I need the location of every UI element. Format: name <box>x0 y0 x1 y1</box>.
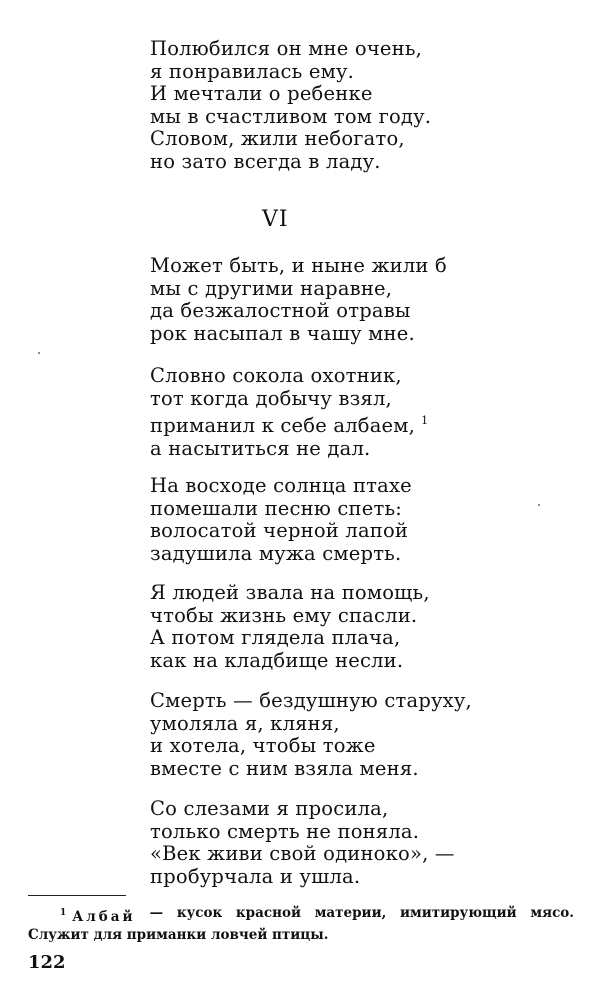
poem-line: Словно сокола охотник, <box>150 364 402 387</box>
poem-line: а насытиться не дал. <box>150 436 371 460</box>
poem-line: На восходе солнца птахе <box>150 474 412 497</box>
poem-line: А потом глядела плача, <box>150 626 401 649</box>
print-speck <box>38 352 40 354</box>
footnote-line-2: Служит для приманки ловчей птицы. <box>28 927 329 943</box>
poem-line: мы с другими наравне, <box>150 276 393 300</box>
poem-line: Полюбился он мне очень, <box>150 37 423 60</box>
poem-line <box>150 410 428 438</box>
stanza-5 <box>150 582 430 672</box>
stanza-7 <box>150 798 455 888</box>
poem-line: умоляла я, кляня, <box>150 711 340 735</box>
poem-line: Я людей звала на помощь, <box>150 581 430 604</box>
poem-line: волосатой черной лапой <box>150 519 409 542</box>
poem-line: только смерть не поняла. <box>150 819 420 843</box>
stanza-4 <box>150 475 412 565</box>
section-title: VI <box>262 207 289 232</box>
poem-line: Словом, жили небогато, <box>150 127 405 150</box>
poem-line: как на кладбище несли. <box>150 648 404 672</box>
footnote-number: 1 <box>60 908 67 918</box>
poem-line: «Век живи свой одиноко», — <box>150 842 455 865</box>
poem-line: да безжалостной отравы <box>150 299 411 322</box>
poem-line: я понравилась ему. <box>150 59 355 83</box>
poem-line: но зато всегда в ладу. <box>150 149 381 173</box>
poem-line: рок насыпал в чашу мне. <box>150 321 415 345</box>
stanza-3 <box>150 365 428 460</box>
stanza-1 <box>150 38 431 173</box>
footnote-definition: — кусок красной материи, имитирующий мясо. <box>149 905 574 921</box>
poem-line: Может быть, и ныне жили б <box>150 254 447 277</box>
poem-line: тот когда добычу взял, <box>150 386 392 410</box>
poem-line: Со слезами я просила, <box>150 797 389 820</box>
poem-line: мы в счастливом том году. <box>150 104 432 128</box>
poem-line: Смерть — бездушную старуху, <box>150 689 472 712</box>
poem-line: задушила мужа смерть. <box>150 541 402 565</box>
stanza-6 <box>150 690 472 780</box>
poem-line: пробурчала и ушла. <box>150 864 361 888</box>
poem-line: и хотела, чтобы тоже <box>150 734 376 757</box>
page-number: 122 <box>28 952 66 973</box>
poem-line-text: приманил к себе албаем, <box>150 414 416 437</box>
footnote-line-1 <box>28 904 574 926</box>
footnote <box>28 904 574 944</box>
poem-line: помешали песню спеть: <box>150 496 403 520</box>
footnote-term: Албай <box>72 909 136 925</box>
footnote-lead <box>28 904 136 926</box>
footnote-marker: 1 <box>421 414 429 427</box>
poem-line: И мечтали о ребенке <box>150 82 373 105</box>
stanza-2 <box>150 255 447 345</box>
poem-line: чтобы жизнь ему спасли. <box>150 603 418 627</box>
poem-line: вместе с ним взяла меня. <box>150 756 419 780</box>
print-speck <box>538 504 540 506</box>
footnote-divider <box>28 895 126 896</box>
